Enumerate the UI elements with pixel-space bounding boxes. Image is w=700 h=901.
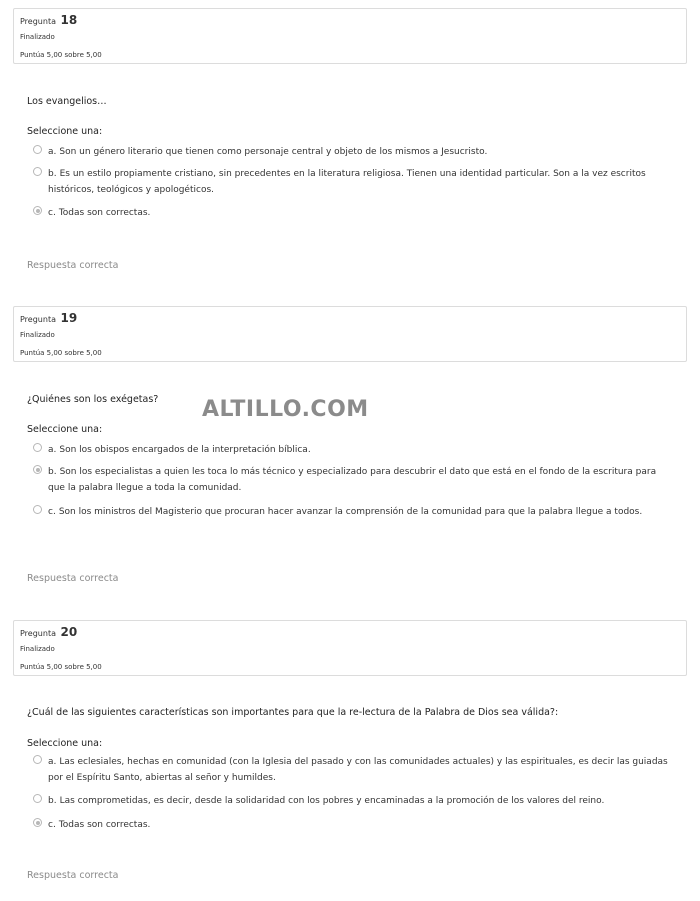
question-text: ¿Cuál de las siguientes características son importantes para que la re-lectura de la Palabra de Dios sea válida?: xyxy=(27,707,559,718)
question-number: Pregunta 18 xyxy=(20,13,78,27)
question-grade: Puntúa 5,00 sobre 5,00 xyxy=(20,663,102,671)
question-state: Finalizado xyxy=(20,33,55,41)
feedback: Respuesta correcta xyxy=(27,870,119,881)
answer-prompt: Seleccione una: xyxy=(27,738,103,749)
question-number: Pregunta 19 xyxy=(20,311,78,325)
radio-button-selected[interactable] xyxy=(33,465,42,474)
option-label: c. Todas son correctas. xyxy=(48,820,151,830)
radio-button[interactable] xyxy=(33,505,42,514)
option-label: a. Son los obispos encargados de la interpretación bíblica. xyxy=(48,445,311,455)
option-label: b. Las comprometidas, es decir, desde la solidaridad con los pobres y encaminadas a la promoción de los valores del reino. xyxy=(48,796,605,806)
watermark: ALTILLO.COM xyxy=(202,397,369,422)
question-state: Finalizado xyxy=(20,331,55,339)
feedback: Respuesta correcta xyxy=(27,573,119,584)
question-info-19 xyxy=(13,306,687,362)
option-label: a. Son un género literario que tienen como personaje central y objeto de los mismos a Jesucristo. xyxy=(48,147,488,157)
question-text: ¿Quiénes son los exégetas? xyxy=(27,394,159,405)
answer-prompt: Seleccione una: xyxy=(27,424,103,435)
radio-button-selected[interactable] xyxy=(33,818,42,827)
radio-button[interactable] xyxy=(33,443,42,452)
question-info-20 xyxy=(13,620,687,676)
question-grade: Puntúa 5,00 sobre 5,00 xyxy=(20,51,102,59)
radio-button-selected[interactable] xyxy=(33,206,42,215)
radio-button[interactable] xyxy=(33,167,42,176)
radio-button[interactable] xyxy=(33,794,42,803)
radio-button[interactable] xyxy=(33,145,42,154)
question-text: Los evangelios… xyxy=(27,96,107,107)
option-label: c. Todas son correctas. xyxy=(48,208,151,218)
question-info-18 xyxy=(13,8,687,64)
question-number: Pregunta 20 xyxy=(20,625,78,639)
option-label: c. Son los ministros del Magisterio que procuran hacer avanzar la comprensión de la comunidad para que la palabra llegue a todos. xyxy=(48,507,643,517)
question-state: Finalizado xyxy=(20,645,55,653)
radio-button[interactable] xyxy=(33,755,42,764)
answer-prompt: Seleccione una: xyxy=(27,126,103,137)
option-label: b. Es un estilo propiamente cristiano, sin precedentes en la literatura religiosa. Tienen una identidad particular. Son a la vez escritos históricos, teológicos y apologéticos. xyxy=(48,169,646,195)
option-label: a. Las eclesiales, hechas en comunidad (con la Iglesia del pasado y con las comunidades actuales) y las espirituales, es decir las guiadas por el Espíritu Santo, abiertas al señor y humildes. xyxy=(48,757,668,783)
option-label: b. Son los especialistas a quien les toca lo más técnico y especializado para descubrir el dato que está en el fondo de la escritura para que la palabra llegue a toda la comunidad. xyxy=(48,467,657,493)
feedback: Respuesta correcta xyxy=(27,260,119,271)
question-grade: Puntúa 5,00 sobre 5,00 xyxy=(20,349,102,357)
